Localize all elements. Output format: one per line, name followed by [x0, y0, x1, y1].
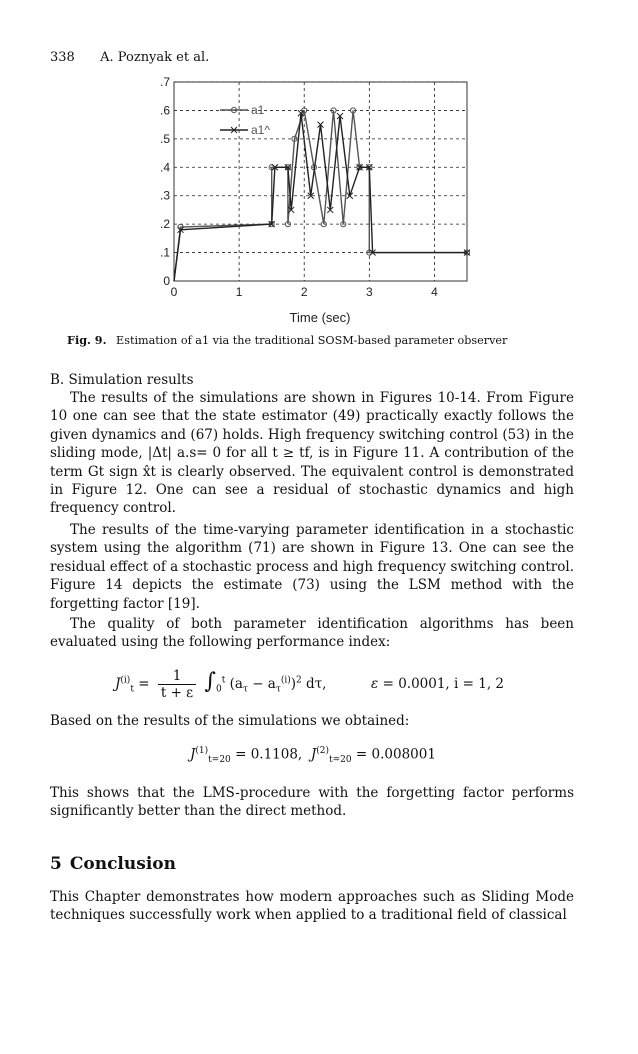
figure-9-chart [140, 72, 480, 330]
y-tick-label: .6 [159, 103, 170, 118]
x-tick-label: 2 [300, 285, 308, 299]
x-tick-label: 1 [235, 285, 243, 299]
y-tick-label: .3 [159, 188, 170, 203]
x-axis-label: Time (sec) [289, 310, 351, 325]
legend-label: a1^ [251, 123, 270, 137]
subsection-title: B. Simulation results [50, 372, 194, 388]
y-tick-label: .5 [159, 131, 170, 146]
page-number: 338 [50, 50, 75, 65]
equation-performance-index: $J^{(i)}_t$ = $\frac{1}{t + \varepsilon}$ $\int_0^t$ $(a_\tau - a_\tau^{(i)})^2$ dτ, ε = 0.0001, i = 1, 2 [115, 668, 504, 701]
y-tick-label: .2 [159, 217, 170, 232]
paragraph-1: The results of the simulations are shown in Figures 10-14. From Figure 10 one can see that the state estimator (49) practically exactly follows the given dynamics and (67) holds. High frequency switching control (53) in the sliding mode, |Δt| a.s= 0 for all t ≥ tf, is in Figure 11. A contribution of the term Gt sign x̂t is clearly observed. The equivalent control is demonstrated in Figure 12. One can see a residual of stochastic dynamics and high frequency control. [50, 390, 574, 517]
x-tick-label: 0 [170, 285, 178, 299]
legend-label: a1 [251, 103, 265, 117]
conclusion-paragraph: This Chapter demonstrates how modern approaches such as Sliding Mode techniques successfully work when applied to a traditional field of classical [50, 889, 574, 924]
text-after-equation-2: This shows that the LMS-procedure with the forgetting factor performs significantly better than the direct method. [50, 785, 574, 820]
section-heading: 5 Conclusion [50, 854, 176, 874]
running-head-authors: A. Poznyak et al. [100, 50, 210, 65]
figure-caption [67, 333, 507, 347]
y-tick-label: 0 [163, 274, 170, 288]
figure-label: Fig. 9. [67, 333, 107, 347]
equation-results: $J^{(1)}_{t=20} = 0.1108$, $J^{(2)}_{t=20} = 0.008001$ [190, 746, 436, 766]
y-tick-label: .7 [159, 75, 170, 89]
paragraph-2: The results of the time-varying parameter identification in a stochastic system using the algorithm (71) are shown in Figure 13. One can see the residual effect of a stochastic process and high frequency switching control. Figure 14 depicts the estimate (73) using the LSM method with the forgetting factor [19]. [50, 522, 574, 612]
plot-area [174, 82, 467, 281]
y-tick-label: .4 [159, 160, 170, 175]
figure-caption-text: Estimation of a1 via the traditional SOSM-based parameter observer [116, 334, 508, 347]
paragraph-3: The quality of both parameter identification algorithms has been evaluated using the following performance index: [50, 616, 574, 651]
y-tick-label: .1 [159, 245, 170, 260]
page-header [50, 50, 209, 65]
text-after-equation-1: Based on the results of the simulations we obtained: [50, 713, 410, 729]
x-tick-label: 4 [431, 285, 438, 299]
x-tick-label: 3 [365, 285, 373, 299]
